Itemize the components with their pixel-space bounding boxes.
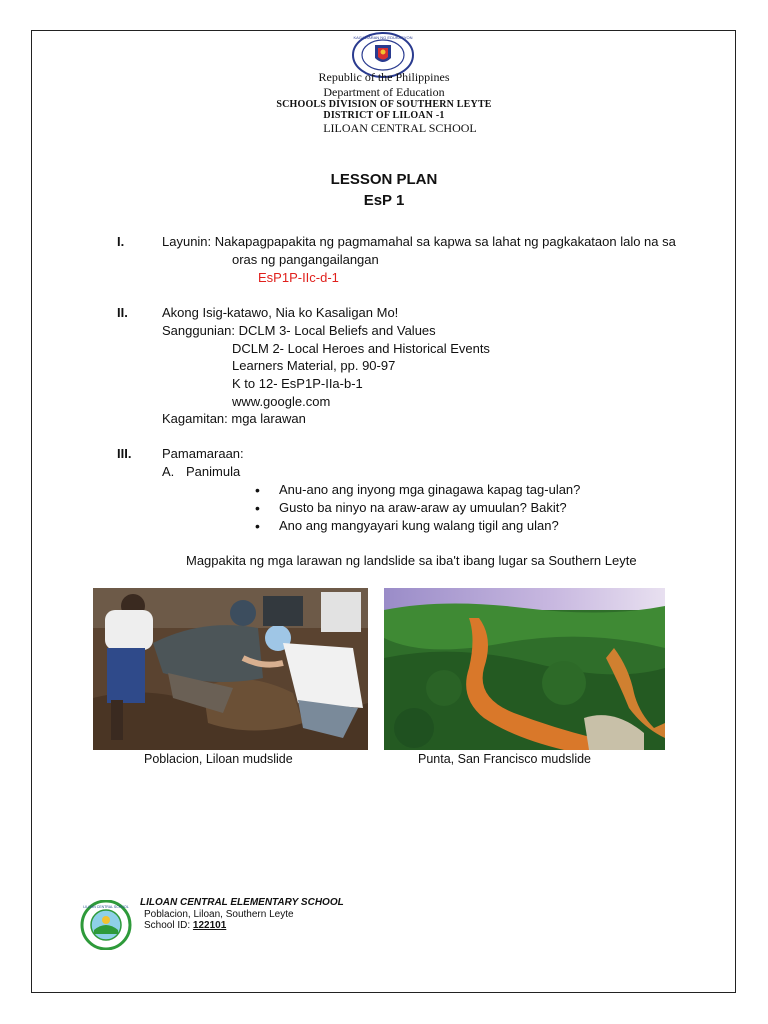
topic-title: Akong Isig-katawo, Nia ko Kasaligan Mo! (162, 305, 399, 320)
panimula-label: Panimula (186, 464, 241, 479)
logo-text: LILOAN CENTRAL SCHOOL (83, 905, 129, 909)
right-photo-caption: Punta, San Francisco mudslide (418, 752, 592, 766)
lesson-plan-title: LESSON PLAN (330, 171, 438, 188)
sanggunian-line: Sanggunian: DCLM 3- Local Beliefs and Values (162, 323, 436, 338)
question-bullet: • Gusto ba ninyo na araw-araw ay umuulan? Bakit? (279, 500, 567, 515)
seal-text: KAGAWARAN NG EDUKASYON (353, 35, 413, 40)
footer-school-name: LILOAN CENTRAL ELEMENTARY SCHOOL (140, 897, 344, 908)
footer-school-id (144, 920, 226, 931)
department-line: Department of Education (323, 85, 445, 99)
left-photo-caption: Poblacion, Liloan mudslide (144, 752, 293, 766)
reference-item: Learners Material, pp. 90-97 (232, 358, 396, 373)
kagamitan-line: Kagamitan: mga larawan (162, 411, 306, 426)
poblacion-mudslide-photo (93, 588, 368, 750)
division-line: SCHOOLS DIVISION OF SOUTHERN LEYTE (276, 99, 492, 110)
question-bullet: • Ano ang mangyayari kung walang tigil ang ulan? (279, 518, 559, 533)
school-logo (80, 900, 132, 950)
question-bullet: • Anu-ano ang inyong mga ginagawa kapag tag-ulan? (279, 482, 580, 497)
section-1-numeral: I. (117, 234, 125, 249)
district-line: DISTRICT OF LILOAN -1 (323, 110, 445, 121)
layunin-line-2: oras ng pangangailangan (232, 252, 379, 267)
reference-link[interactable]: www.google.com (232, 394, 331, 409)
section-3-numeral: III. (117, 446, 132, 461)
subsection-letter: A. (162, 464, 175, 479)
punta-mudslide-photo (384, 588, 665, 750)
layunin-line-1: Layunin: Nakapagpapakita ng pagmamahal sa kapwa sa lahat ng pagkakataon lalo na sa (162, 234, 676, 249)
school-id-value: 122101 (192, 920, 227, 931)
section-2-numeral: II. (117, 305, 128, 320)
reference-item: DCLM 2- Local Heroes and Historical Events (232, 341, 490, 356)
competency-code: EsP1P-IIc-d-1 (258, 270, 339, 285)
photo-instruction: Magpakita ng mga larawan ng landslide sa iba't ibang lugar sa Southern Leyte (186, 553, 637, 568)
subject-title: EsP 1 (363, 192, 405, 209)
school-id-label: School ID: (144, 920, 193, 931)
footer-address: Poblacion, Liloan, Southern Leyte (144, 909, 294, 920)
pamamaraan-label: Pamamaraan: (162, 446, 244, 461)
republic-line: Republic of the Philippines (318, 70, 450, 84)
school-line: LILOAN CENTRAL SCHOOL (323, 121, 477, 135)
reference-item: K to 12- EsP1P-IIa-b-1 (232, 376, 363, 391)
